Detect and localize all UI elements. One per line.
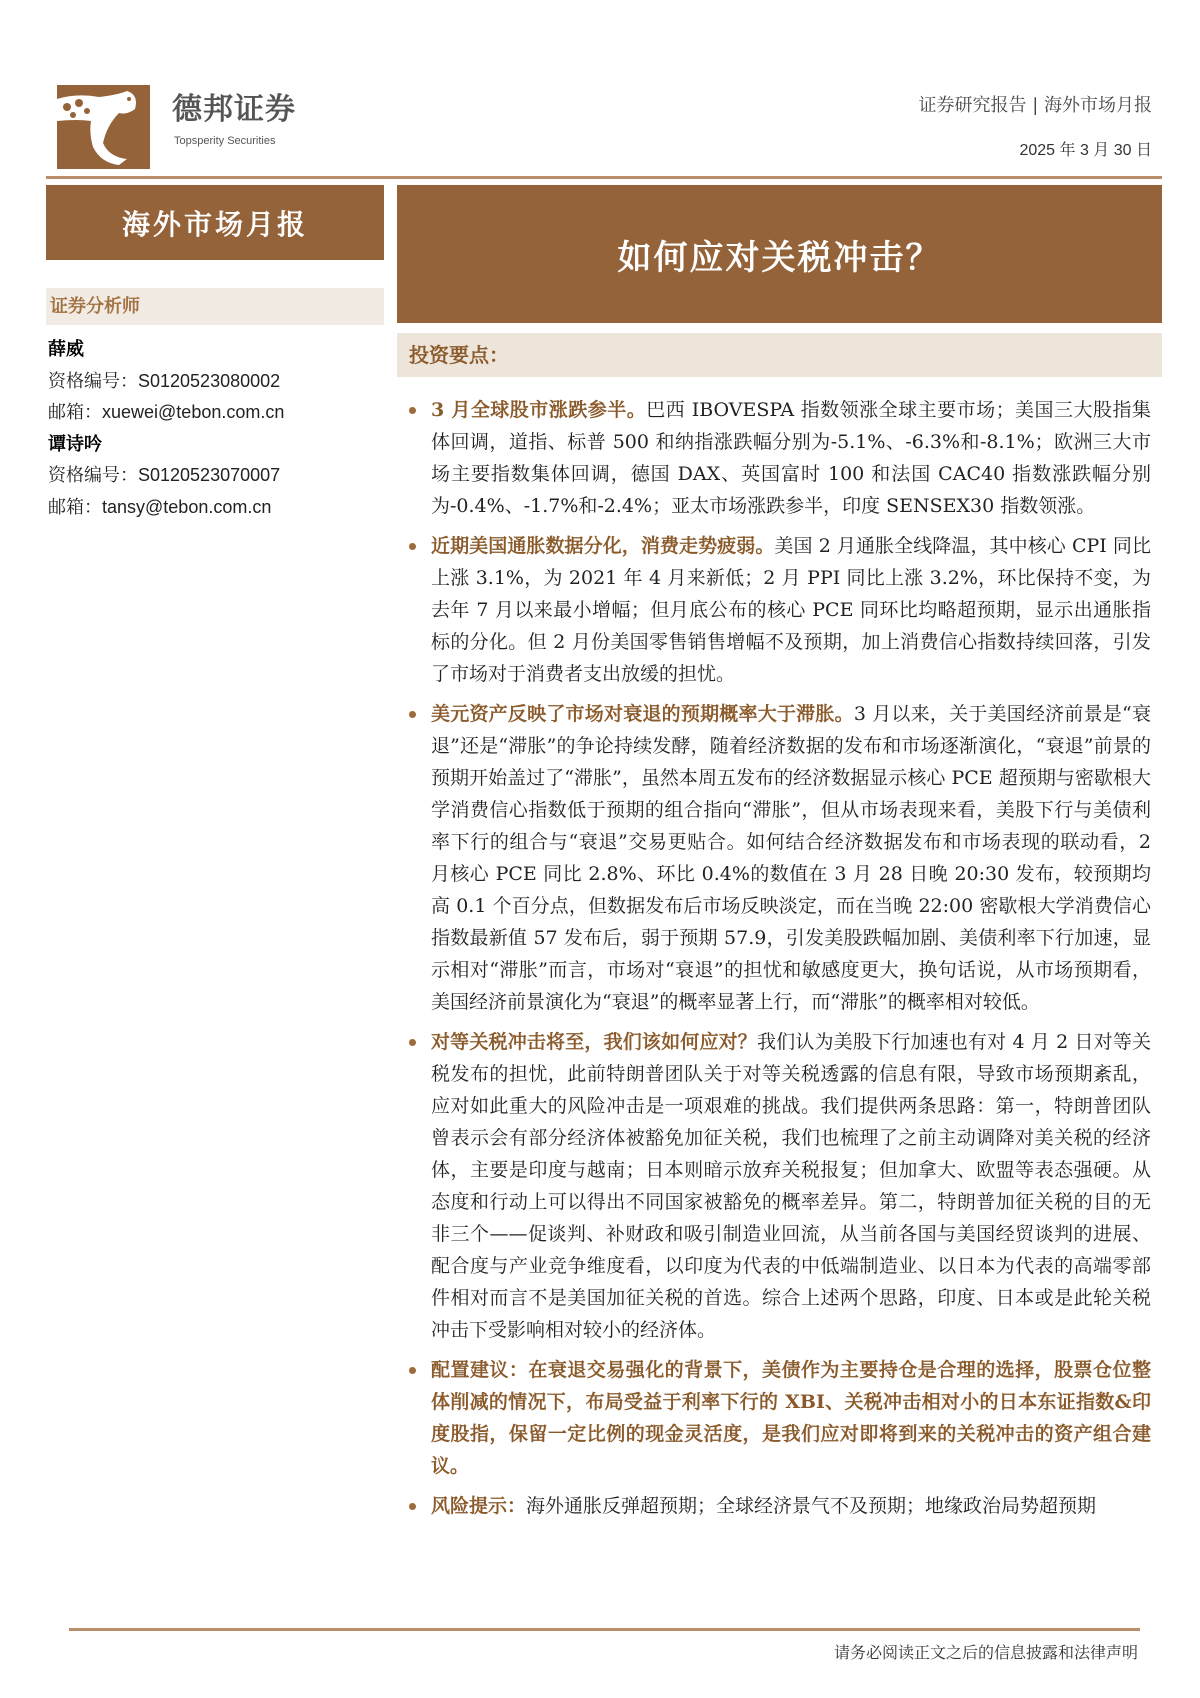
key-point-item — [405, 698, 1151, 1018]
bullet-icon — [409, 407, 416, 414]
analyst-id-row — [48, 366, 284, 398]
key-point-heading: 对等关税冲击将至，我们该如何应对？ — [431, 1031, 757, 1053]
brand-name-en: Topsperity Securities — [174, 135, 276, 147]
key-point-body: 3 月以来，关于美国经济前景是“衰退”还是“滞胀”的争论持续发酵，随着经济数据的发布和市场逐渐演化，“衰退”前景的预期开始盖过了“滞胀”，虽然本周五发布的经济数据显示核心 PCE 超预期与密歇根大学消费信心指数低于预期的组合指向“滞胀”，但从市场表现来看，美股下行与美债利率下行的组合与“衰退”交易更贴合。如何结合经济数据发布和市场表现的联动看，2 月核心 PCE 同比 2.8%、环比 0.4%的数值在 3 月 28 日晚 20:30 发布，较预期均高 0.1 个百分点，但数据发布后市场反映淡定，而在当晚 22:00 密歇根大学消费信心指数最新值 57 发布后，弱于预期 57.9，引发美股跌幅加剧、美债利率下行加速，显示相对“滞胀”而言，市场对“衰退”的担忧和敏感度更大，换句话说，从市场预期看，美国经济前景演化为“衰退”的概率显著上行，而“滞胀”的概率相对较低。 — [431, 703, 1151, 1013]
email-label: 邮箱： — [48, 402, 102, 423]
id-label: 资格编号： — [48, 465, 138, 486]
key-point-item — [405, 1354, 1151, 1482]
key-point-heading: 近期美国通胀数据分化，消费走势疲弱。 — [431, 535, 775, 557]
bullet-icon — [409, 1039, 416, 1046]
leopard-logo-icon — [57, 85, 150, 169]
key-point-heading: 美元资产反映了市场对衰退的预期概率大于滞胀。 — [431, 703, 854, 725]
bullet-icon — [409, 711, 416, 718]
analyst-id: S0120523070007 — [138, 465, 281, 485]
key-point-heading: 配置建议： — [431, 1359, 529, 1381]
bullet-icon — [409, 1503, 416, 1510]
key-point-item — [405, 394, 1151, 522]
key-point-body: 美国 2 月通胀全线降温，其中核心 CPI 同比上涨 3.1%，为 2021 年 4 月来新低；2 月 PPI 同比上涨 3.2%，环比保持不变，为去年 7 月以来最小增幅；但月底公布的核心 PCE 同环比均略超预期，显示出通胀指标的分化。但 2 月份美国零售销售增幅不及预期，加上消费信心指数持续回落，引发了市场对于消费者支出放缓的担忧。 — [431, 535, 1151, 685]
key-point-body: 海外通胀反弹超预期；全球经济景气不及预期；地缘政治局势超预期 — [526, 1495, 1097, 1517]
key-point-item — [405, 1490, 1151, 1522]
key-point-item — [405, 1026, 1151, 1346]
key-point-body: 我们认为美股下行加速也有对 4 月 2 日对等关税发布的担忧，此前特朗普团队关于对等关税透露的信息有限，导致市场预期紊乱，应对如此重大的风险冲击是一项艰难的挑战。我们提供两条思路：第一，特朗普团队曾表示会有部分经济体被豁免加征关税，我们也梳理了之前主动调降对美关税的经济体，主要是印度与越南；日本则暗示放弃关税报复；但加拿大、欧盟等表态强硬。从态度和行动上可以得出不同国家被豁免的概率差异。第二，特朗普加征关税的目的无非三个——促谈判、补财政和吸引制造业回流，从当前各国与美国经贸谈判的进展、配合度与产业竞争维度看，以印度为代表的中低端制造业、以日本为代表的高端零部件相对而言不是美国加征关税的首选。综合上述两个思路，印度、日本或是此轮关税冲击下受影响相对较小的经济体。 — [431, 1031, 1151, 1341]
analyst-name: 薛威 — [48, 339, 84, 360]
bullet-icon — [409, 543, 416, 550]
report-series: 海外市场月报 — [46, 185, 384, 260]
key-points-label: 投资要点： — [397, 333, 1162, 377]
analyst-email-link[interactable]: xuewei@tebon.com.cn — [102, 402, 285, 422]
report-date: 2025 年 3 月 30 日 — [1019, 142, 1152, 159]
report-category: 证券研究报告 | 海外市场月报 — [918, 95, 1152, 116]
header-divider — [46, 176, 1162, 179]
id-label: 资格编号： — [48, 370, 138, 392]
analyst-id: S0120523080002 — [138, 370, 281, 391]
analyst-email-link[interactable]: tansy@tebon.com.cn — [102, 496, 272, 517]
key-point-item — [405, 530, 1151, 690]
footer-divider — [69, 1628, 1140, 1631]
company-logo — [57, 85, 150, 169]
email-label: 邮箱： — [48, 496, 102, 518]
footer-disclaimer: 请务必阅读正文之后的信息披露和法律声明 — [833, 1643, 1138, 1662]
bullet-icon — [409, 1367, 416, 1374]
key-points-list — [405, 394, 1151, 1624]
analyst-section-label: 证券分析师 — [46, 288, 384, 325]
body-flow — [0, 394, 1200, 1694]
brand-name-cn: 德邦证券 — [172, 92, 296, 127]
key-point-body: 在衰退交易强化的背景下，美债作为主要持仓是合理的选择，股票仓位整体削减的情况下，布局受益于利率下行的 XBI、关税冲击相对小的日本东证指数&印度股指，保留一定比例的现金灵活度，是我们应对即将到来的关税冲击的资产组合建议。 — [431, 1359, 1151, 1477]
key-point-heading: 3 月全球股市涨跌参半。 — [431, 399, 647, 421]
report-title: 如何应对关税冲击？ — [397, 185, 1162, 323]
analyst-name: 谭诗吟 — [48, 433, 102, 455]
key-point-heading: 风险提示： — [431, 1495, 527, 1517]
key-point-body: 巴西 IBOVESPA 指数领涨全球主要市场；美国三大股指集体回调，道指、标普 500 和纳指涨跌幅分别为-5.1%、-6.3%和-8.1%；欧洲三大市场主要指数集体回调，德国 DAX、英国富时 100 和法国 CAC40 指数涨跌幅分别为-0.4%、-1.7%和-2.4%；亚太市场涨跌参半，印度 SENSEX30 指数领涨。 — [431, 399, 1151, 517]
